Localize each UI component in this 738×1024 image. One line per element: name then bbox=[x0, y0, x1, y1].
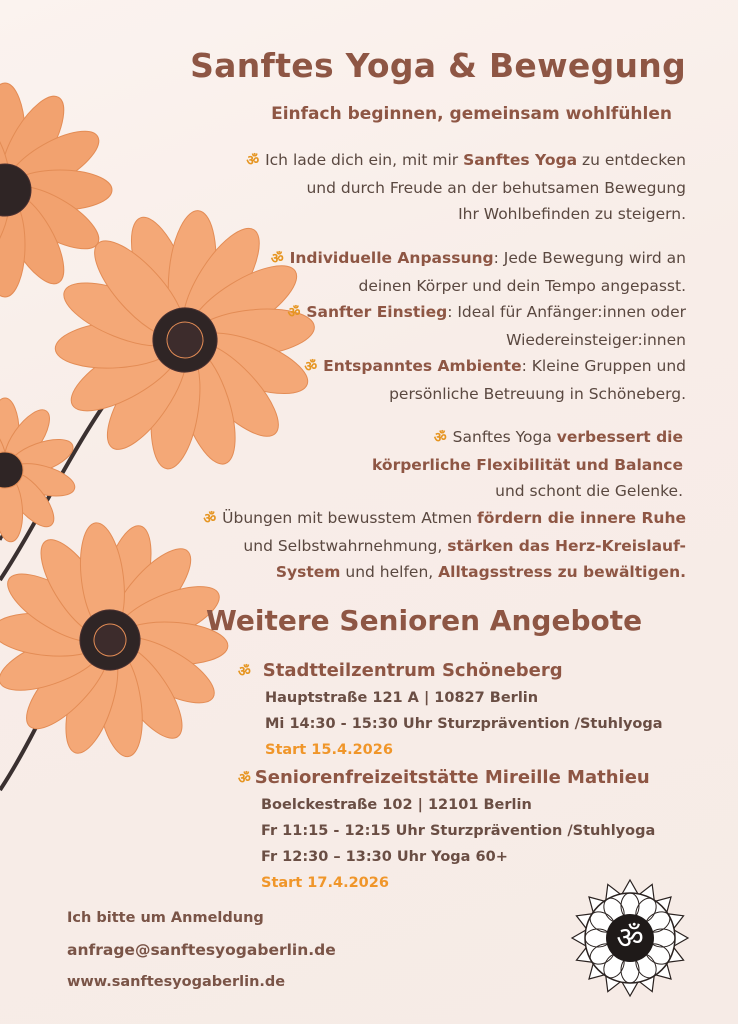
list-item: ॐ Individuelle Anpassung: Jede Bewegung wird an bbox=[270, 249, 686, 267]
intro-paragraph: ॐ Ich lade dich ein, mit mir Sanftes Yoga zu entdecken und durch Freude an der behutsamen Bewegung Ihr Wohlbefinden zu steigern. bbox=[246, 151, 686, 223]
om-symbol-icon: ॐ bbox=[203, 511, 217, 527]
benefits-paragraph-2: ॐ Übungen mit bewusstem Atmen fördern die innere Ruhe und Selbstwahrnehmung, stärken das Herz-Kreislauf- System und helfen, Alltagsstress zu bewältigen. bbox=[203, 509, 686, 581]
schedule-line: Fr 12:30 – 13:30 Uhr Yoga 60+ bbox=[261, 849, 508, 865]
schedule-line: Mi 14:30 - 15:30 Uhr Sturzprävention /Stuhlyoga bbox=[265, 716, 663, 732]
benefits-paragraph-1: ॐ Sanftes Yoga verbessert die körperliche Flexibilität und Balance und schont die Gelenke. bbox=[372, 428, 683, 500]
om-symbol-icon: ॐ bbox=[238, 664, 251, 680]
registration-note: Ich bitte um Anmeldung bbox=[67, 910, 264, 926]
start-date: Start 17.4.2026 bbox=[261, 875, 389, 891]
om-symbol-icon: ॐ bbox=[287, 305, 301, 321]
location-address: Boelckestraße 102 | 12101 Berlin bbox=[261, 797, 532, 813]
location-address: Hauptstraße 121 A | 10827 Berlin bbox=[265, 690, 539, 706]
om-symbol-icon: ॐ bbox=[238, 771, 251, 787]
list-item: ॐ Entspanntes Ambiente: Kleine Gruppen und bbox=[304, 357, 686, 375]
feature-list: ॐ Individuelle Anpassung: Jede Bewegung wird an deinen Körper und dein Tempo angepasst. ॐ Sanfter Einstieg: Ideal für Anfänger:innen oder Wiedereinsteiger:innen ॐ Entspanntes Ambiente: Kleine Gruppen und persönliche Betreuung in Schöneberg. bbox=[271, 245, 686, 407]
page-title: Sanftes Yoga & Bewegung bbox=[190, 46, 686, 85]
start-date: Start 15.4.2026 bbox=[265, 742, 393, 758]
list-item: ॐ Sanfter Einstieg: Ideal für Anfänger:innen oder bbox=[287, 303, 686, 321]
location-name: ॐ Stadtteilzentrum Schöneberg bbox=[238, 660, 563, 681]
om-glyph: ॐ bbox=[616, 921, 644, 956]
om-mandala-icon bbox=[570, 878, 690, 998]
om-symbol-icon: ॐ bbox=[246, 153, 260, 169]
om-symbol-icon: ॐ bbox=[270, 251, 284, 267]
page-subtitle: Einfach beginnen, gemeinsam wohlfühlen bbox=[271, 104, 672, 124]
website-link[interactable]: www.sanftesyogaberlin.de bbox=[67, 974, 286, 990]
offers-title: Weitere Senioren Angebote bbox=[206, 604, 643, 637]
om-symbol-icon: ॐ bbox=[304, 359, 318, 375]
email-link[interactable]: anfrage@sanftesyogaberlin.de bbox=[67, 941, 336, 959]
schedule-line: Fr 11:15 - 12:15 Uhr Sturzprävention /Stuhlyoga bbox=[261, 823, 656, 839]
om-symbol-icon: ॐ bbox=[433, 430, 447, 446]
location-name: ॐ Seniorenfreizeitstätte Mireille Mathieu bbox=[238, 767, 650, 788]
